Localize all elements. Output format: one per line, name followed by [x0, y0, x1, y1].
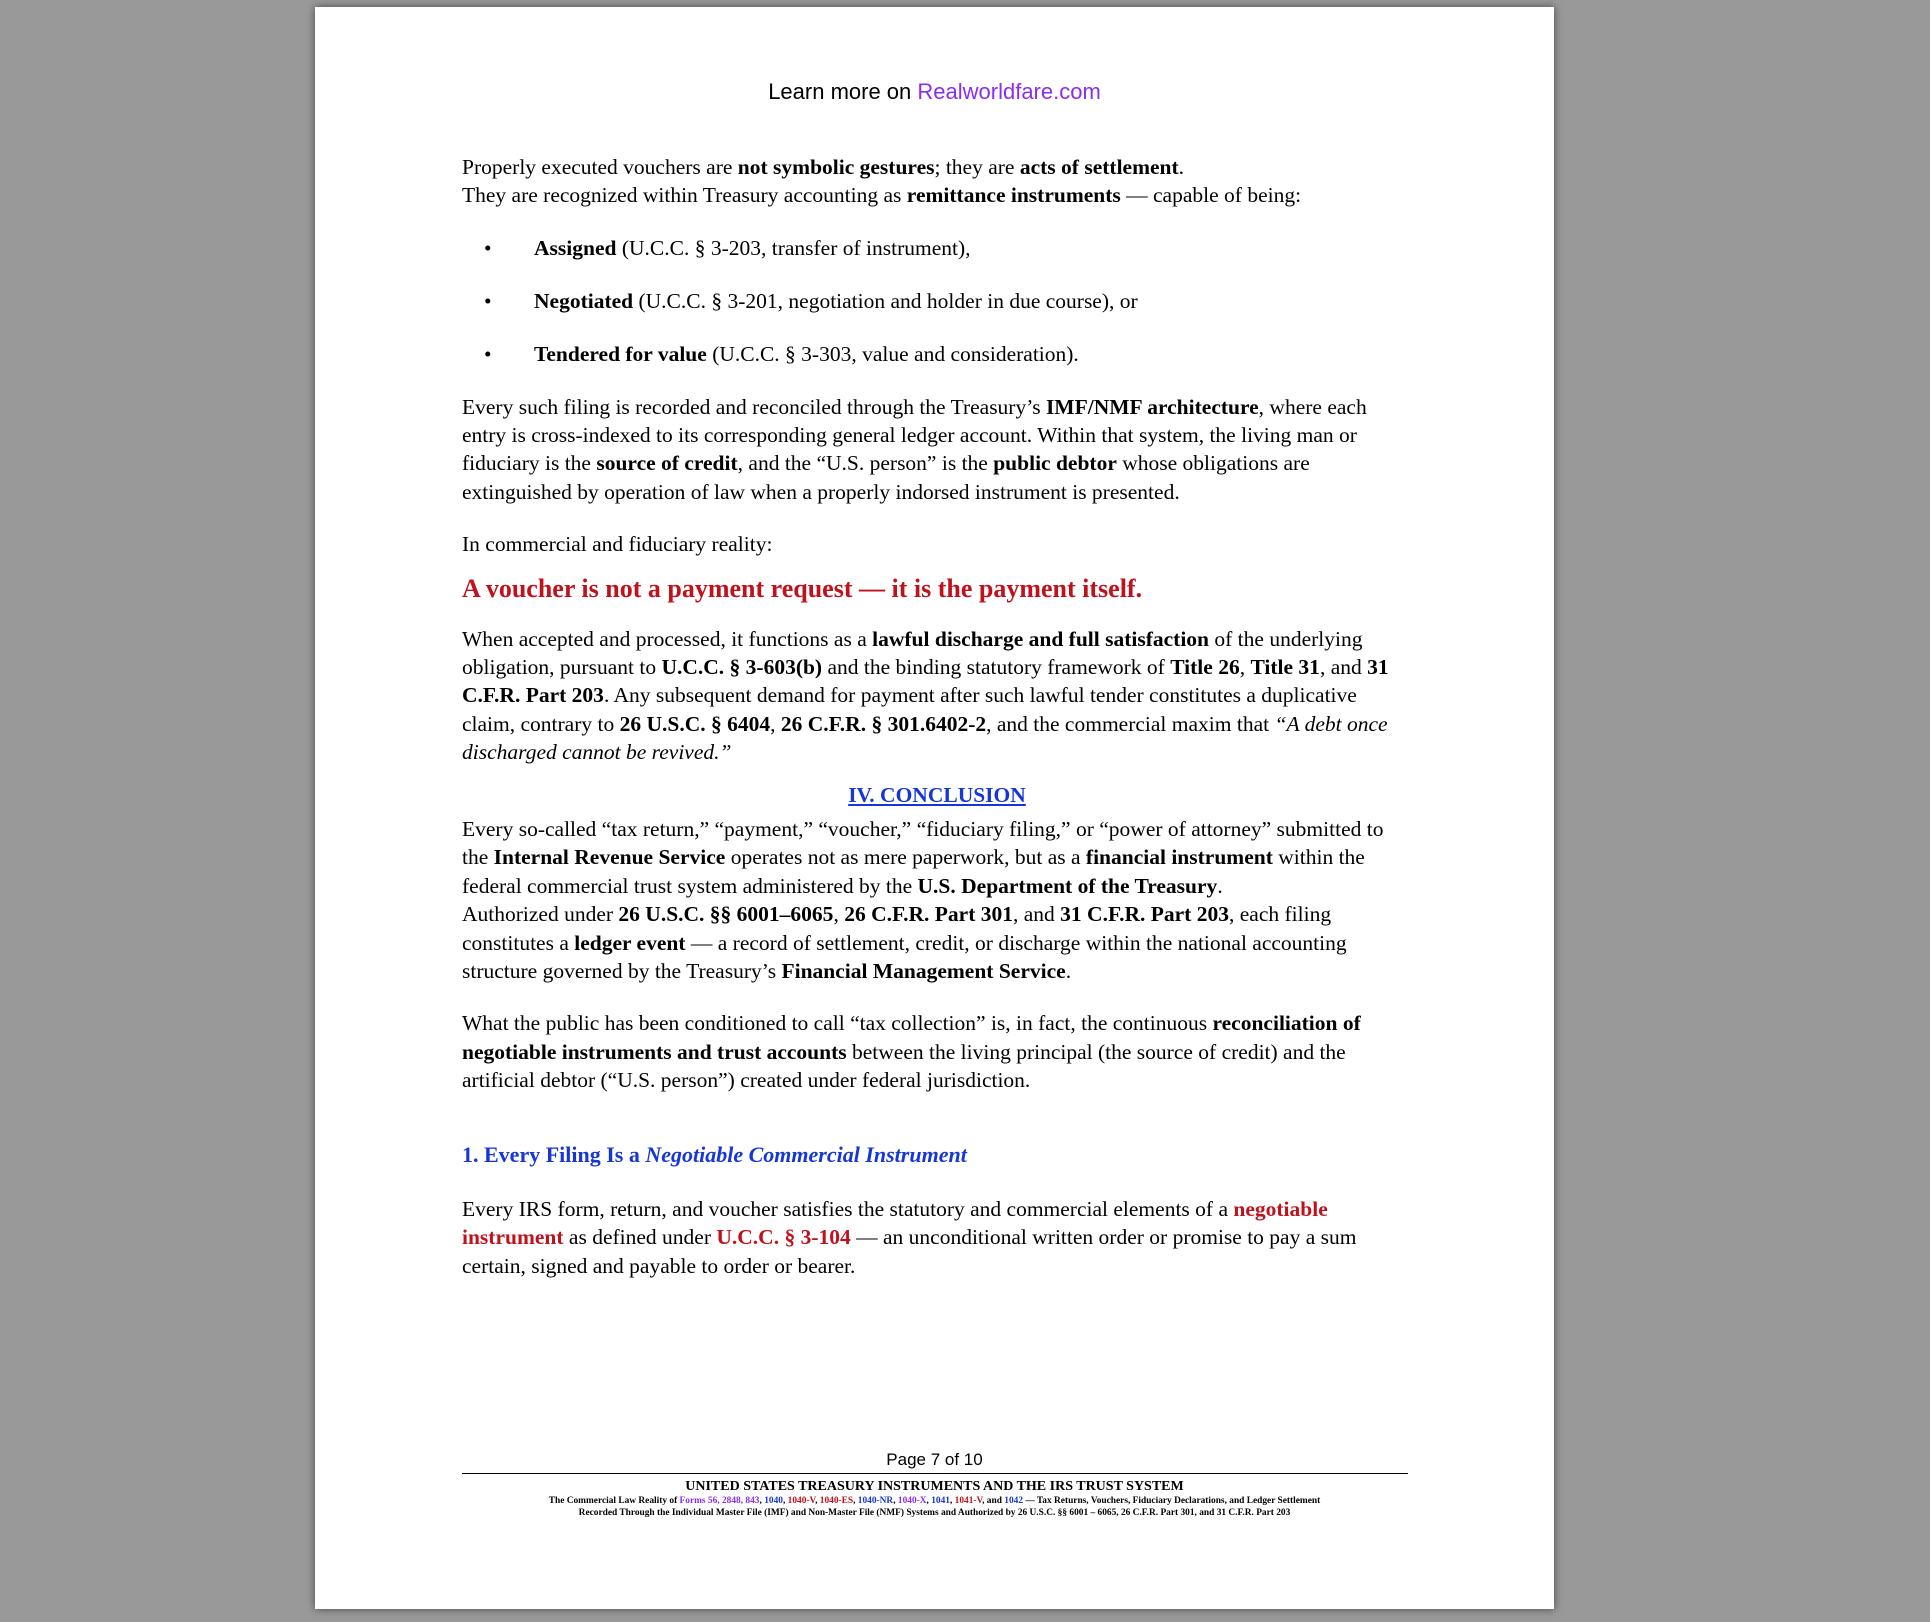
subsection-heading: 1. Every Filing Is a Negotiable Commercial Instrument [462, 1141, 967, 1167]
header-prefix: Learn more on [768, 79, 918, 104]
red-heading: A voucher is not a payment request — it is the payment itself. [462, 573, 1143, 603]
footer-title: UNITED STATES TREASURY INSTRUMENTS AND THE IRS TRUST SYSTEM [685, 1479, 1184, 1494]
bullet-icon: • [484, 235, 492, 260]
bullet-icon: • [484, 288, 492, 313]
bullet-icon: • [484, 341, 492, 366]
footer-subtitle: The Commercial Law Reality of Forms 56, 2848, 843, 1040, 1040-V, 1040-ES, 1040-NR, 1040-X, 1041, 1041-V, and 1042 — Tax Returns, Vouchers, Fiduciary Declarations, and Ledger Settlement Recorded Through the Individual Master File (IMF) and Non-Master File (NMF) Systems and Authorized by 26 U.S.C. §§ 6001 – 6065, 26 C.F.R. Part 301, and 31 C.F.R. Part 203 [548, 1496, 1321, 1518]
paragraph-conclusion: Every so-called “tax return,” “payment,” “voucher,” “fiduciary filing,” or “power of attorney” submitted to the Internal Revenue Service operates not as mere paperwork, but as a financial instrument within the federal commercial trust system administered by the U.S. Department of the Treasury. Authorized under 26 U.S.C. §§ 6001–6065, 26 C.F.R. Part 301, and 31 C.F.R. Part 203, each filing constitutes a ledger event — a record of settlement, credit, or discharge within the national accounting structure governed by the Treasury’s Financial Management Service. [462, 817, 1384, 984]
page-number: Page 7 of 10 [886, 1450, 983, 1469]
page-header [315, 79, 1554, 105]
document-page [315, 7, 1554, 1609]
paragraph-intro: In commercial and fiduciary reality: [462, 532, 773, 557]
paragraph-discharge: When accepted and processed, it functions as a lawful discharge and full satisfaction of the underlying obligation, pursuant to U.C.C. § 3-603(b) and the binding statutory framework of Title 26, Title 31, and 31 C.F.R. Part 203. Any subsequent demand for payment after such lawful tender constitutes a duplicative claim, contrary to 26 U.S.C. § 6404, 26 C.F.R. § 301.6402-2, and the commercial maxim that “A debt once discharged cannot be revived.” [462, 626, 1389, 765]
list-item: • Tendered for value (U.C.C. § 3-303, value and consideration). [462, 340, 1412, 368]
bullet-list [462, 234, 1412, 368]
document-body [462, 153, 1412, 1280]
list-item: • Assigned (U.C.C. § 3-203, transfer of instrument), [462, 234, 1412, 262]
section-heading-conclusion[interactable]: IV. CONCLUSION [848, 782, 1026, 807]
paragraph-negotiable: Every IRS form, return, and voucher satisfies the statutory and commercial elements of a negotiable instrument as defined under U.C.C. § 3-104 — an unconditional written order or promise to pay a sum certain, signed and payable to order or bearer. [462, 1197, 1357, 1278]
paragraph-vouchers: Properly executed vouchers are not symbolic gestures; they are acts of settlement. They are recognized within Treasury accounting as remittance instruments — capable of being: [462, 155, 1302, 208]
list-item: • Negotiated (U.C.C. § 3-201, negotiation and holder in due course), or [462, 287, 1412, 315]
header-link[interactable]: Realworldfare.com [917, 79, 1101, 104]
paragraph-tax-collection: What the public has been conditioned to call “tax collection” is, in fact, the continuous reconciliation of negotiable instruments and trust accounts between the living principal (the source of credit) and the artificial debtor (“U.S. person”) created under federal jurisdiction. [462, 1011, 1361, 1093]
footer-divider [462, 1473, 1408, 1474]
paragraph-imf-nmf: Every such filing is recorded and reconciled through the Treasury’s IMF/NMF architecture, where each entry is cross-indexed to its corresponding general ledger account. Within that system, the living man or fiduciary is the source of credit, and the “U.S. person” is the public debtor whose obligations are extinguished by operation of law when a properly indorsed instrument is presented. [462, 394, 1367, 504]
